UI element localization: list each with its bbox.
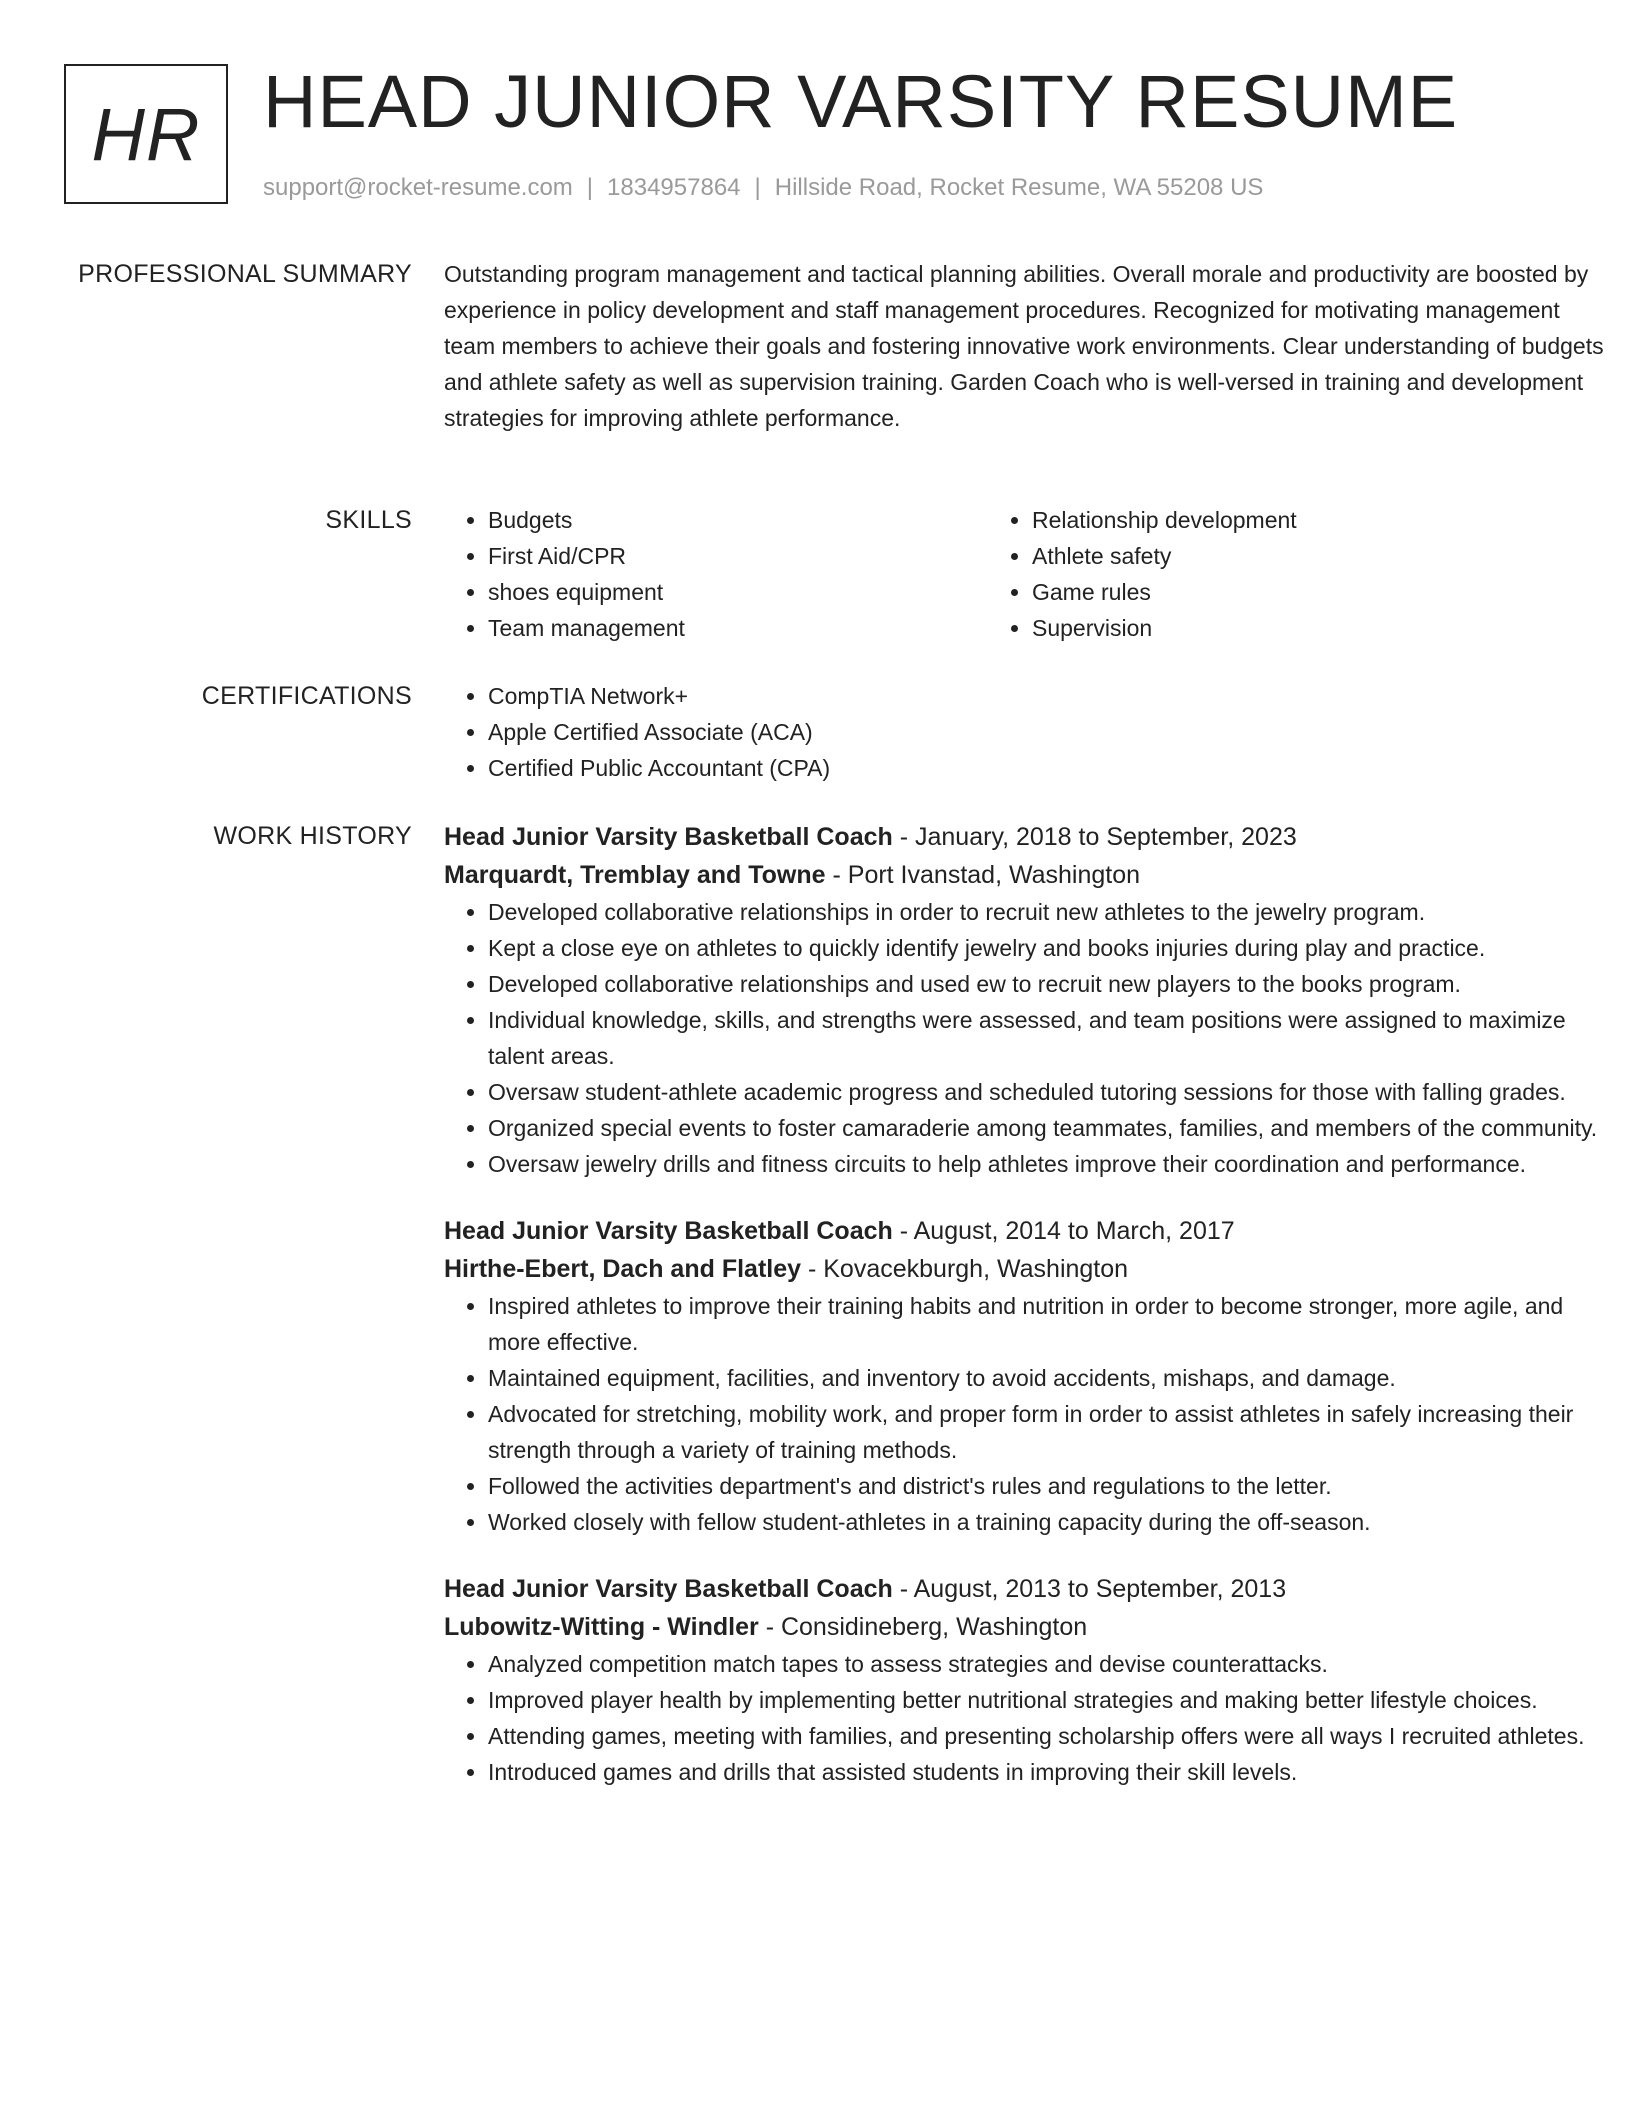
work-history-body	[444, 818, 1614, 1820]
certification-item: • Certified Public Accountant (CPA)	[488, 750, 1614, 786]
skills-columns	[444, 502, 1614, 646]
job-dates: - August, 2013 to September, 2013	[892, 1575, 1287, 1603]
job-bullet: • Organized special events to foster camaraderie among teammates, families, and members of the community.	[488, 1110, 1614, 1146]
skill-item: • Game rules	[1032, 574, 1532, 610]
job-bullet: • Oversaw student-athlete academic progress and scheduled tutoring sessions for those with falling grades.	[488, 1074, 1614, 1110]
section-label-certifications: CERTIFICATIONS	[201, 682, 412, 710]
job-bullet: • Analyzed competition match tapes to assess strategies and devise counterattacks.	[488, 1646, 1614, 1682]
section-label-skills: SKILLS	[325, 506, 412, 534]
skill-item: • shoes equipment	[488, 574, 988, 610]
job-bullets	[444, 894, 1614, 1182]
skill-item: • First Aid/CPR	[488, 538, 988, 574]
certifications-list	[444, 678, 1614, 786]
job-dates: - August, 2014 to March, 2017	[892, 1217, 1235, 1245]
job-bullet: • Improved player health by implementing better nutritional strategies and making better lifestyle choices.	[488, 1682, 1614, 1718]
job-dates: - January, 2018 to September, 2023	[892, 823, 1297, 851]
job-title: Head Junior Varsity Basketball Coach	[444, 823, 893, 851]
job-title-line	[444, 1212, 1614, 1250]
job-bullet: • Oversaw jewelry drills and fitness circuits to help athletes improve their coordination and performance.	[488, 1146, 1614, 1182]
contact-line	[263, 174, 1263, 202]
job-entry	[444, 818, 1614, 1182]
job-company: Marquardt, Tremblay and Towne	[444, 861, 826, 889]
job-entry	[444, 1570, 1614, 1790]
skill-item: • Team management	[488, 610, 988, 646]
resume-title: HEAD JUNIOR VARSITY RESUME	[263, 60, 1459, 143]
job-entry	[444, 1212, 1614, 1540]
certification-item: • Apple Certified Associate (ACA)	[488, 714, 1614, 750]
job-bullets	[444, 1288, 1614, 1540]
certifications-body	[444, 678, 1614, 786]
job-bullet: • Individual knowledge, skills, and strengths were assessed, and team positions were assigned to maximize talent areas.	[488, 1002, 1614, 1074]
job-location: - Kovacekburgh, Washington	[801, 1255, 1129, 1283]
job-title-line	[444, 1570, 1614, 1608]
skill-item: • Athlete safety	[1032, 538, 1532, 574]
skill-item: • Relationship development	[1032, 502, 1532, 538]
summary-text: Outstanding program management and tactical planning abilities. Overall morale and productivity are boosted by experience in policy development and staff management procedures. Recognized for motivating management team members to achieve their goals and fostering innovative work environments. Clear understanding of budgets and athlete safety as well as supervision training. Garden Coach who is well-versed in training and development strategies for improving athlete performance.	[444, 261, 1604, 431]
job-company: Lubowitz-Witting - Windler	[444, 1613, 759, 1641]
skill-item: • Budgets	[488, 502, 988, 538]
job-bullet: • Maintained equipment, facilities, and inventory to avoid accidents, mishaps, and damage.	[488, 1360, 1614, 1396]
summary-body	[444, 256, 1614, 436]
job-location: - Port Ivanstad, Washington	[825, 861, 1141, 889]
monogram-badge: HR	[64, 64, 228, 204]
contact-phone: 1834957864	[607, 174, 741, 201]
job-bullet: • Kept a close eye on athletes to quickly identify jewelry and books injuries during play and practice.	[488, 930, 1614, 966]
job-bullet: • Followed the activities department's and district's rules and regulations to the letter.	[488, 1468, 1614, 1504]
job-bullet: • Introduced games and drills that assisted students in improving their skill levels.	[488, 1754, 1614, 1790]
job-company: Hirthe-Ebert, Dach and Flatley	[444, 1255, 802, 1283]
job-bullet: • Developed collaborative relationships in order to recruit new athletes to the jewelry program.	[488, 894, 1614, 930]
job-bullet: • Inspired athletes to improve their training habits and nutrition in order to become stronger, more agile, and more effective.	[488, 1288, 1614, 1360]
job-bullet: • Developed collaborative relationships and used ew to recruit new players to the books program.	[488, 966, 1614, 1002]
job-company-line	[444, 1608, 1614, 1646]
section-label-summary: PROFESSIONAL SUMMARY	[78, 260, 412, 288]
contact-separator: |	[754, 174, 761, 201]
section-label-work-history: WORK HISTORY	[213, 822, 412, 850]
contact-separator: |	[586, 174, 594, 201]
skills-list-right	[988, 502, 1532, 646]
job-title: Head Junior Varsity Basketball Coach	[444, 1217, 893, 1245]
job-title: Head Junior Varsity Basketball Coach	[444, 1575, 893, 1603]
job-company-line	[444, 1250, 1614, 1288]
contact-email: support@rocket-resume.com	[263, 174, 573, 201]
certification-item: • CompTIA Network+	[488, 678, 1614, 714]
job-bullet: • Worked closely with fellow student-athletes in a training capacity during the off-season.	[488, 1504, 1614, 1540]
job-bullet: • Advocated for stretching, mobility work, and proper form in order to assist athletes in safely increasing their strength through a variety of training methods.	[488, 1396, 1614, 1468]
contact-address: Hillside Road, Rocket Resume, WA 55208 US	[774, 174, 1264, 201]
skill-item: • Supervision	[1032, 610, 1532, 646]
resume-header	[64, 60, 1564, 214]
job-company-line	[444, 856, 1614, 894]
skills-list-left	[444, 502, 988, 646]
job-title-line	[444, 818, 1614, 856]
job-bullets	[444, 1646, 1614, 1790]
job-location: - Considineberg, Washington	[758, 1613, 1088, 1641]
job-bullet: • Attending games, meeting with families, and presenting scholarship offers were all ways I recruited athletes.	[488, 1718, 1614, 1754]
